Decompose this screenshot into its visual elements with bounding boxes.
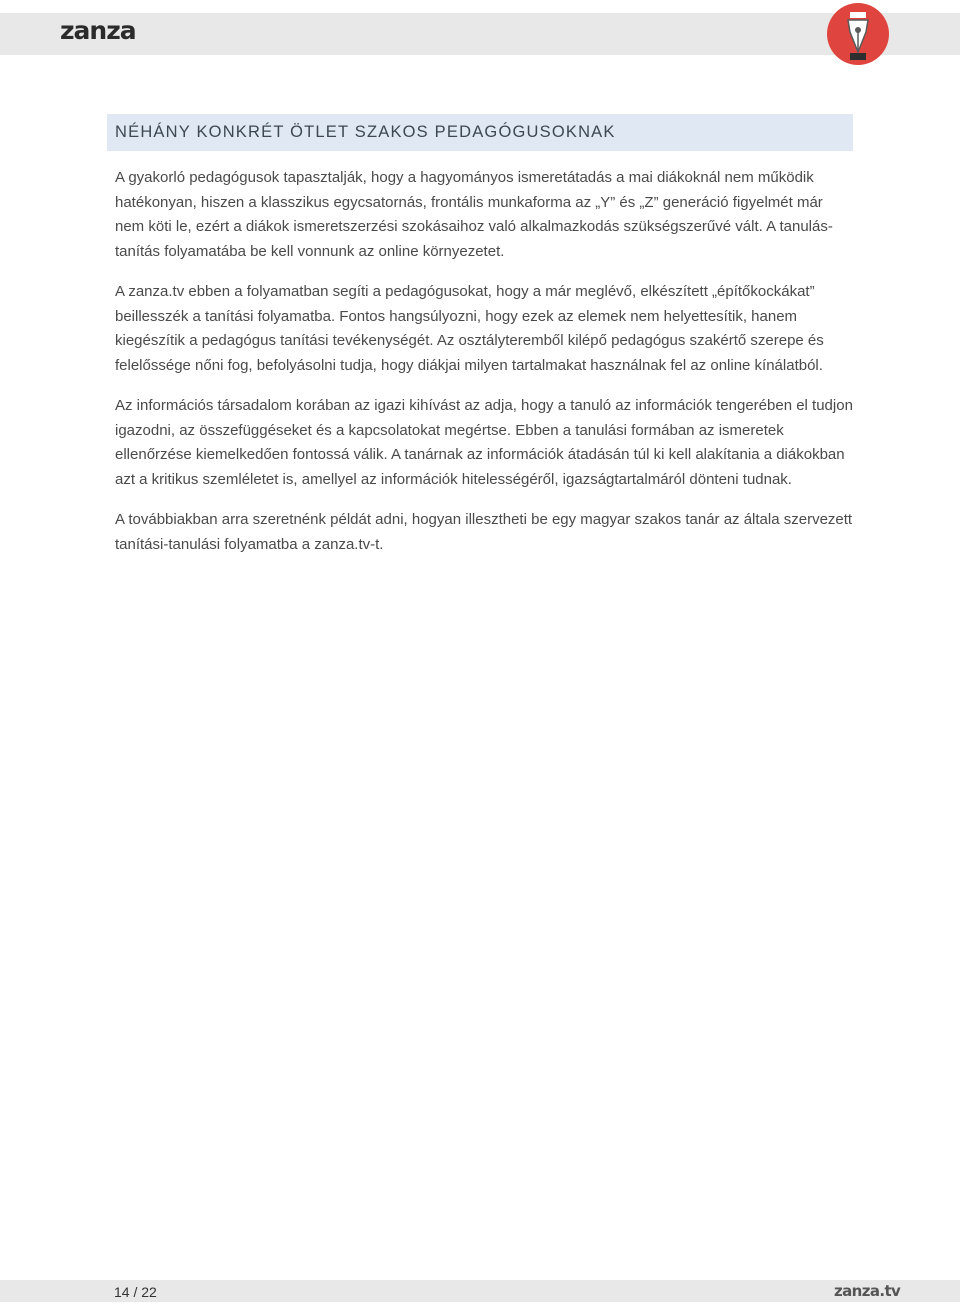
zanza-tv-logo[interactable]: zanza.tv bbox=[834, 1282, 901, 1300]
paragraph: A gyakorló pedagógusok tapasztalják, hogy a hagyományos ismeretátadás a mai diákoknál nem működik hatékonyan, hiszen a klasszikus egycsatornás, frontális munkaforma az „Y” és „Z” generáció figyelmét már nem köti le, ezért a diákok ismeretszerzési szokásaihoz való alkalmazkodás szükségszerűvé vált. A tanulás-tanítás folyamatába be kell vonnunk az online környezetet. bbox=[115, 169, 833, 260]
fountain-pen-nib-icon bbox=[826, 2, 890, 66]
paragraph: A továbbiakban arra szeretnénk példát adni, hogyan illesztheti be egy magyar szakos tanár az általa szervezett tanítási-tanulási folyamatba a zanza.tv-t. bbox=[115, 511, 853, 553]
paragraph: A zanza.tv ebben a folyamatban segíti a pedagógusokat, hogy a már meglévő, elkészített „építőkockákat” beillesszék a tanítási folyamatba. Fontos hangsúlyozni, hogy ezek az elemek nem helyettesítik, hanem kiegészítik a pedagógus tanítási tevékenységét. Az osztályteremből kilépő pedagógus szakértő szerepe és felelőssége nőni fog, befolyásolni tudja, hogy diákjai milyen tartalmakat használnak fel az online kínálatból. bbox=[115, 283, 824, 374]
header-bar bbox=[0, 13, 960, 55]
section-heading: NÉHÁNY KONKRÉT ÖTLET SZAKOS PEDAGÓGUSOKNAK bbox=[107, 114, 853, 151]
paragraph: Az információs társadalom korában az igazi kihívást az adja, hogy a tanuló az információk tengerében el tudjon igazodni, az összefüggéseket és a kapcsolatokat megértse. Ebben a tanulási formában az ismeretek ellenőrzése kiemelkedően fontossá válik. A tanárnak az információk átadásán túl ki kell alakítania a diákokban azt a kritikus szemléletet is, amellyel az információk hitelességéről, igazságtartalmáról dönteni tudnak. bbox=[115, 397, 853, 488]
zanza-logo[interactable]: zanza bbox=[60, 16, 136, 45]
body-text bbox=[115, 166, 855, 573]
page-number: 14 / 22 bbox=[114, 1284, 157, 1300]
